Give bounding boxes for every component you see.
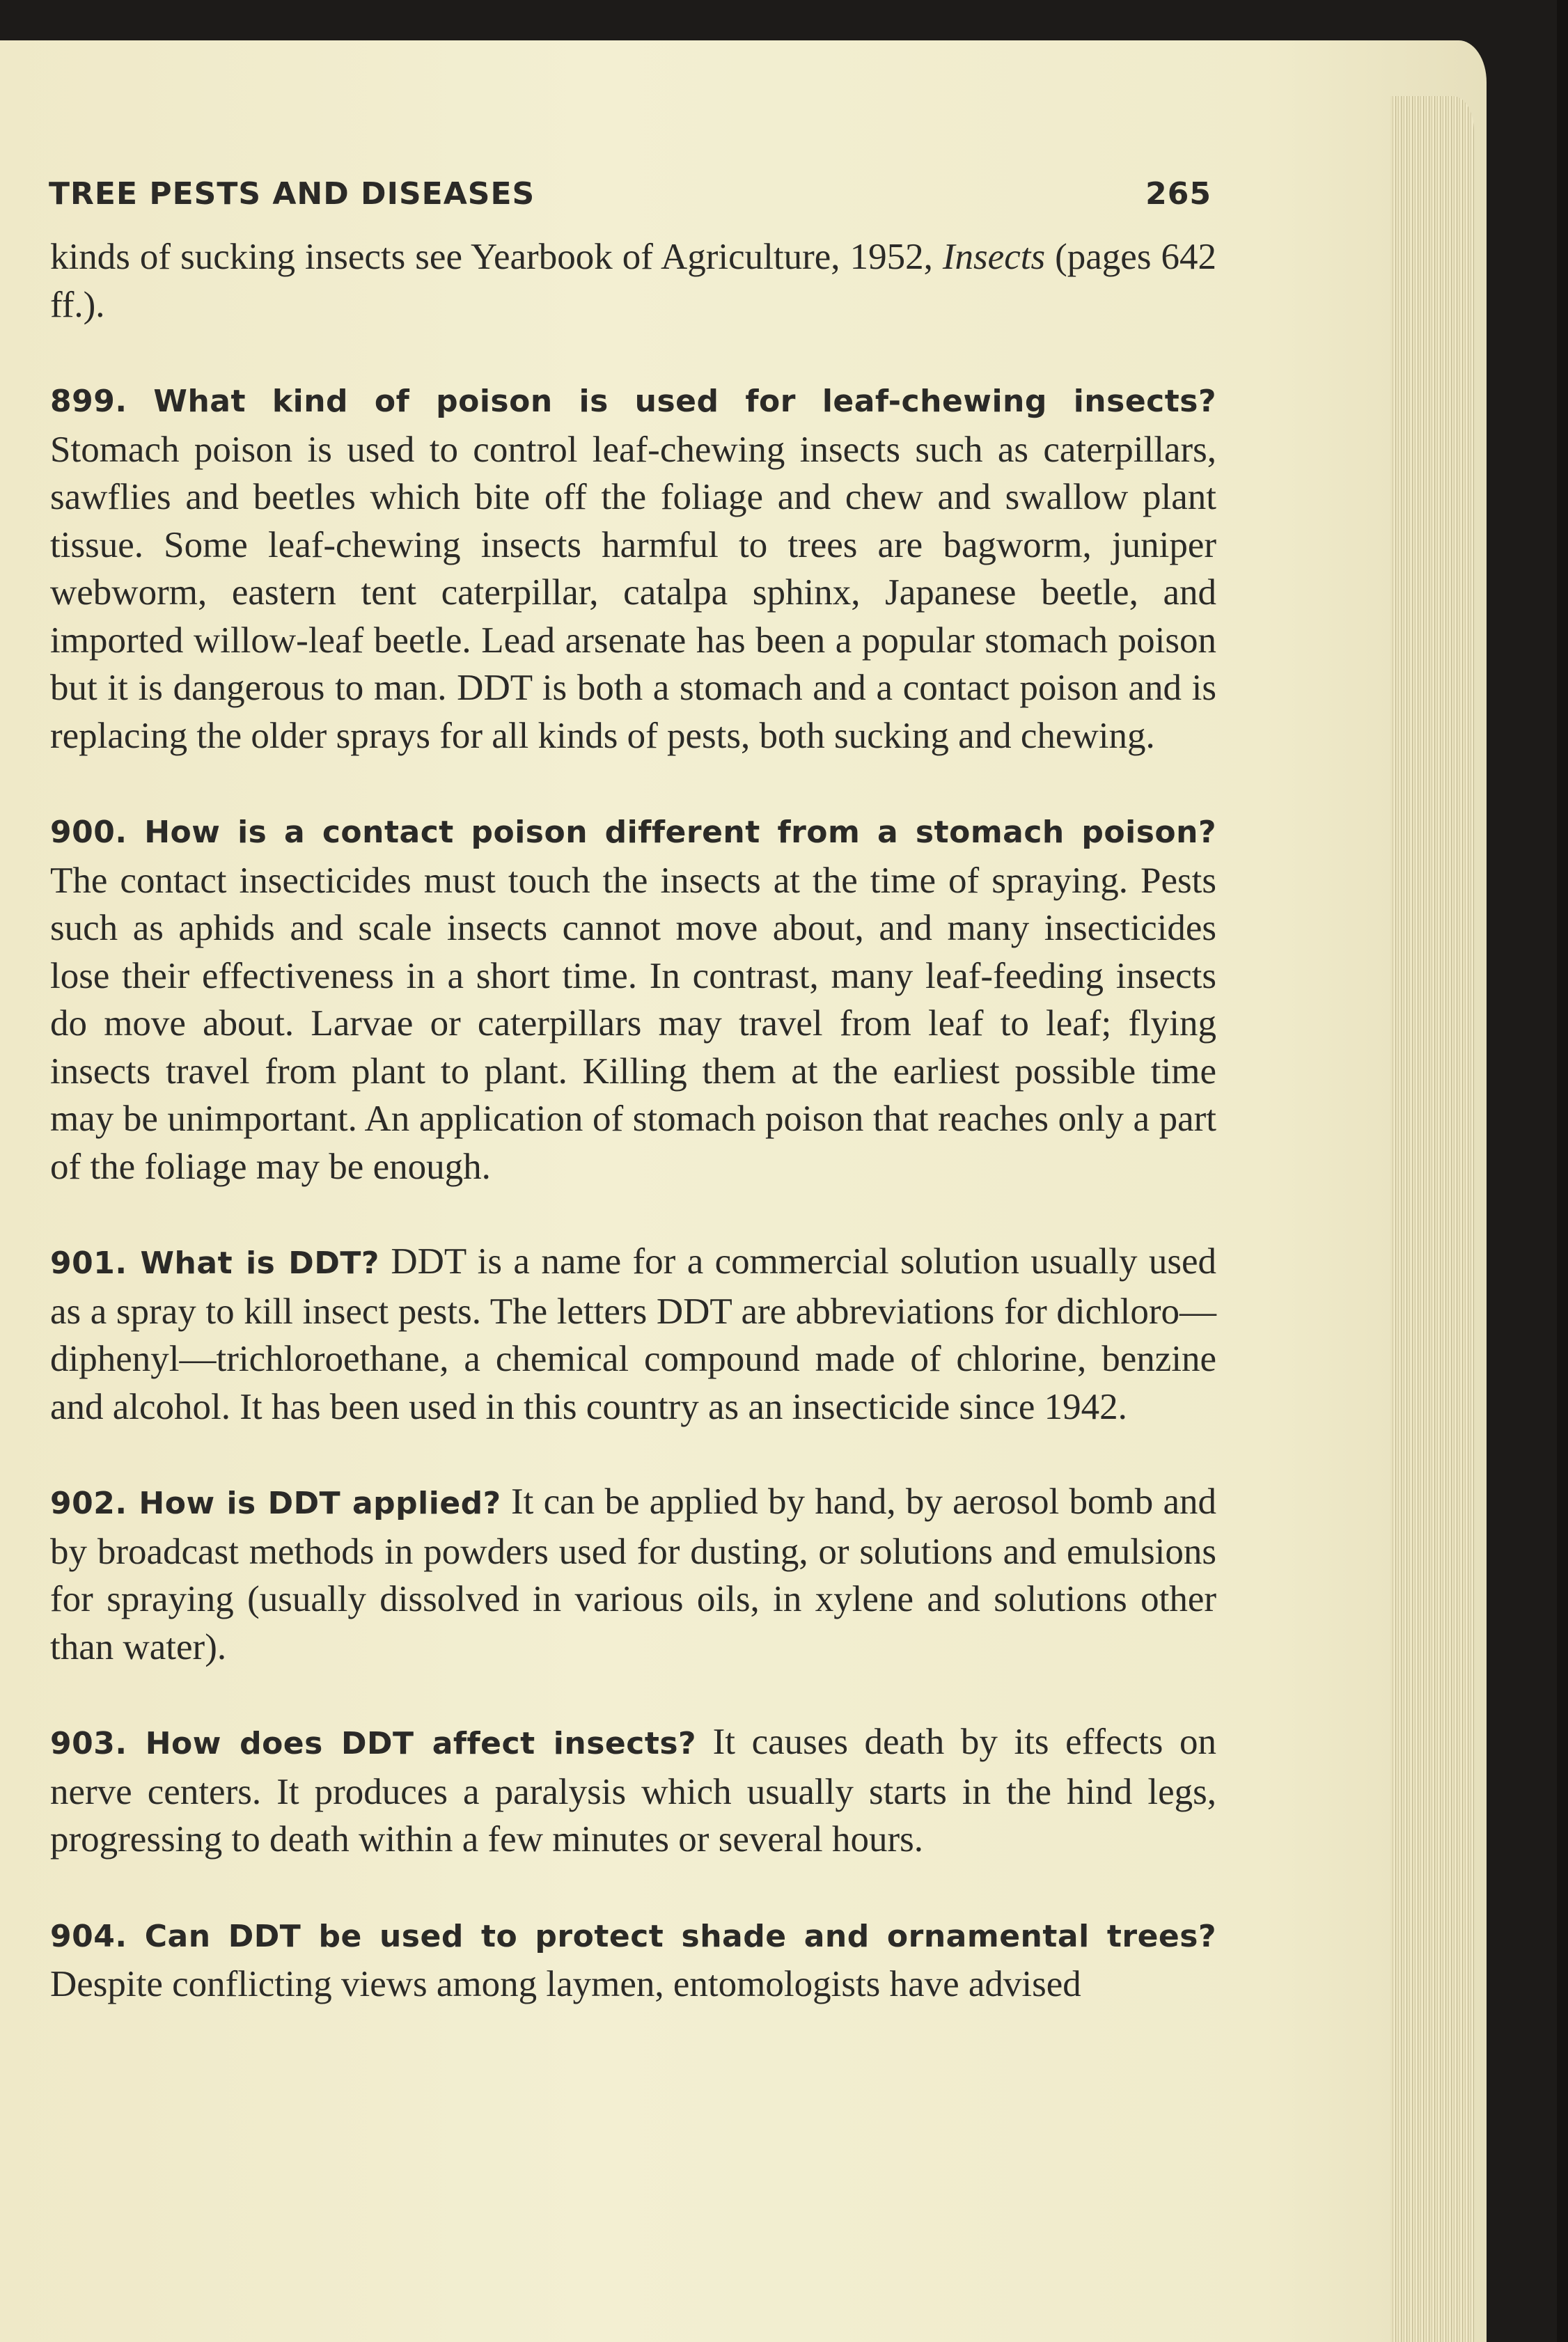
entry-904 (50, 1911, 1216, 2009)
answer-901: DDT is a name for a commercial solution usually used as a spray to kill insect pests. The letters DDT are abbreviations for dichloro—diphenyl—trichloroethane, a chemical compound made of chlorine, benzine and alcohol. It has been used in this country as an insecticide since 1942. (50, 1241, 1217, 1427)
answer-900: The contact insecticides must touch the insects at the time of spraying. Pests such as aphids and scale insects cannot move about, and many insecticides lose their effectiveness in a short time. In contrast, many leaf-feeding insects do move about. Larvae or caterpillars may travel from leaf to leaf; flying insects travel from plant to plant. Killing them at the earliest possible time may be unimportant. An application of stomach poison that reaches only a part of the foliage may be enough. (50, 860, 1216, 1187)
intro-paragraph (50, 233, 1216, 329)
entry-903 (50, 1718, 1216, 1864)
answer-903: It causes death by its effects on nerve centers. It produces a paralysis which usually starts in the hind legs, progressing to death within a few minutes or several hours. (50, 1722, 1216, 1860)
entry-899 (50, 376, 1216, 760)
running-header-title: TREE PESTS AND DISEASES (49, 176, 535, 212)
question-900: 900. How is a contact poison different from a stomach poison? (50, 815, 1216, 850)
intro-text-end: (pages 642 ff.). (50, 237, 1216, 325)
question-899: 899. What kind of poison is used for leaf-chewing insects? (50, 384, 1216, 419)
answer-902: It can be applied by hand, by aerosol bomb and by broadcast methods in powders used for dusting, or solutions and emulsions for spraying (usually dissolved in various oils, in xylene and solutions other than water). (50, 1482, 1217, 1667)
question-901: 901. What is DDT? (50, 1245, 379, 1281)
question-904: 904. Can DDT be used to protect shade and ornamental trees? (50, 1918, 1216, 1954)
page-number: 265 (1145, 176, 1212, 212)
page-edges (1390, 96, 1474, 2342)
running-header (49, 176, 1212, 225)
entry-900 (50, 807, 1216, 1190)
question-902: 902. How is DDT applied? (50, 1486, 501, 1521)
entry-901 (50, 1238, 1216, 1431)
page-edge-shadow (1557, 0, 1568, 2342)
entry-902 (50, 1478, 1216, 1671)
page-body (50, 233, 1216, 2056)
intro-text: kinds of sucking insects see Yearbook of Agriculture, 1952, (50, 237, 943, 277)
question-903: 903. How does DDT affect insects? (50, 1726, 697, 1761)
answer-904: Despite conflicting views among laymen, entomologists have advised (50, 1964, 1081, 2004)
intro-italic-title: Insects (942, 237, 1046, 277)
answer-899: Stomach poison is used to control leaf-chewing insects such as caterpillars, sawflies and beetles which bite off the foliage and chew and swallow plant tissue. Some leaf-chewing insects harmful to trees are bagworm, juniper webworm, eastern tent caterpillar, catalpa sphinx, Japanese beetle, and imported willow-leaf beetle. Lead arsenate has been a popular stomach poison but it is dangerous to man. DDT is both a stomach and a contact poison and is replacing the older sprays for all kinds of pests, both sucking and chewing. (50, 429, 1216, 756)
